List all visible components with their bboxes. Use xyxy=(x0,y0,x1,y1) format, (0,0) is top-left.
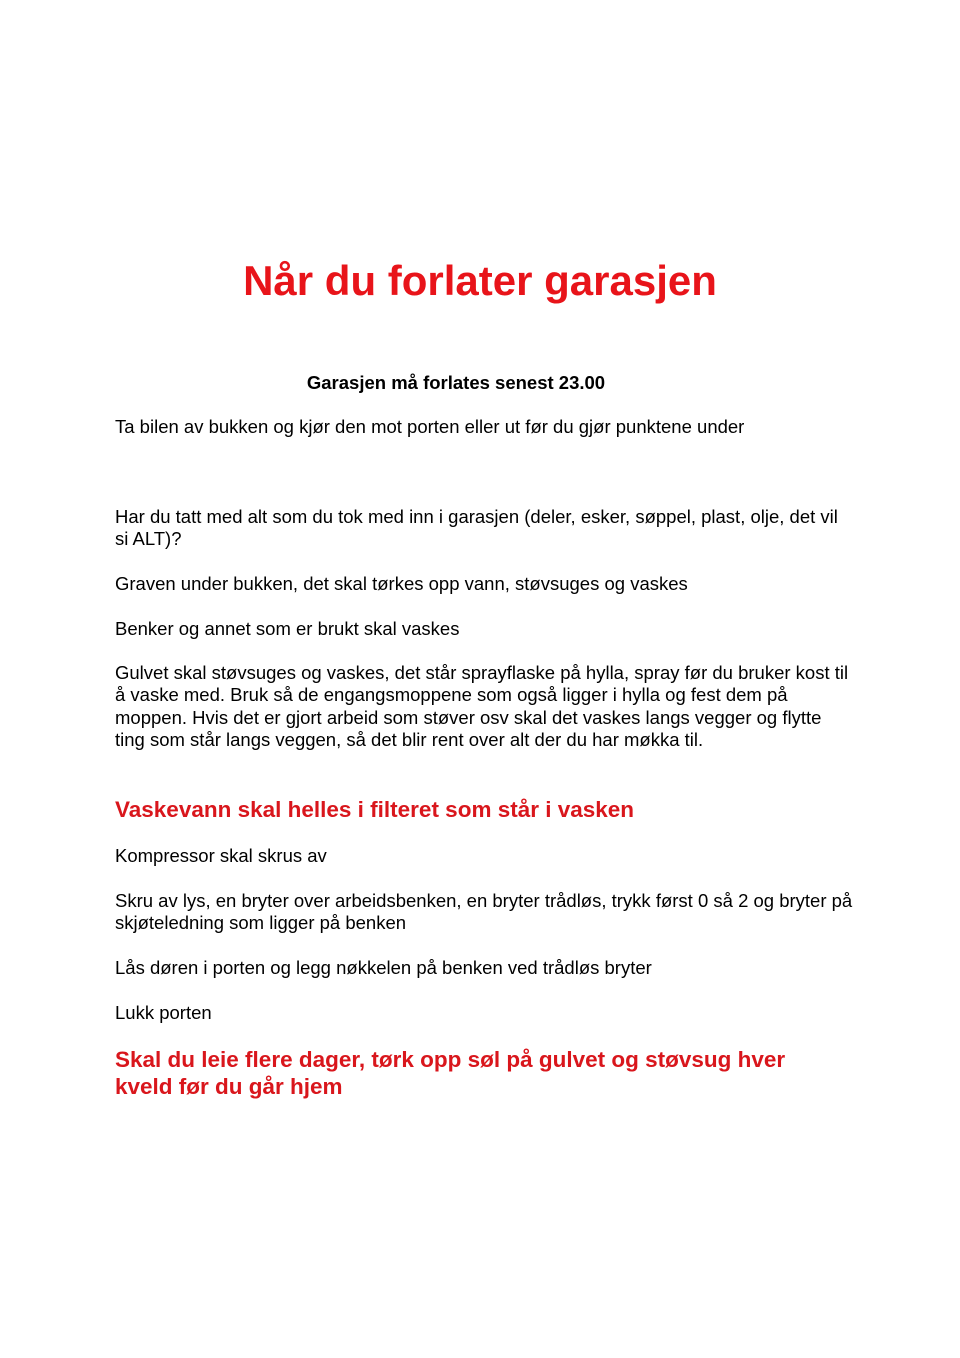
checklist-item: Har du tatt med alt som du tok med inn i garasjen (deler, esker, søppel, plast, olje, det vil si ALT)? xyxy=(115,506,838,550)
checklist-item: Kompressor skal skrus av xyxy=(115,845,327,866)
checklist-item: Benker og annet som er brukt skal vaskes xyxy=(115,618,460,639)
closing-time-subtitle: Garasjen må forlates senest 23.00 xyxy=(306,372,606,393)
checklist-item: Skru av lys, en bryter over arbeidsbenken, en bryter trådløs, trykk først 0 så 2 og bryter på skjøteledning som ligger på benken xyxy=(115,890,853,934)
checklist-item: Lukk porten xyxy=(115,1002,212,1023)
document-title: Når du forlater garasjen xyxy=(243,257,717,304)
checklist-item: Lås døren i porten og legg nøkkelen på benken ved trådløs bryter xyxy=(115,957,652,978)
wash-water-warning: Vaskevann skal helles i filteret som står i vasken xyxy=(115,797,635,822)
multi-day-rental-warning: Skal du leie flere dager, tørk opp søl på gulvet og støvsug hver kveld før du går hjem xyxy=(115,1047,786,1099)
checklist-item: Gulvet skal støvsuges og vaskes, det står sprayflaske på hylla, spray før du bruker kost til å vaske med. Bruk så de engangsmoppene som også ligger i hylla og fest dem på moppen. Hvis det er gjort arbeid som støver osv skal det vaskes langs vegger og flytte ting som står langs veggen, så det blir rent over alt der du har møkka til. xyxy=(115,662,849,751)
checklist-item: Graven under bukken, det skal tørkes opp vann, støvsuges og vaskes xyxy=(115,573,688,594)
intro-instruction: Ta bilen av bukken og kjør den mot porten eller ut før du gjør punktene under xyxy=(115,416,745,437)
